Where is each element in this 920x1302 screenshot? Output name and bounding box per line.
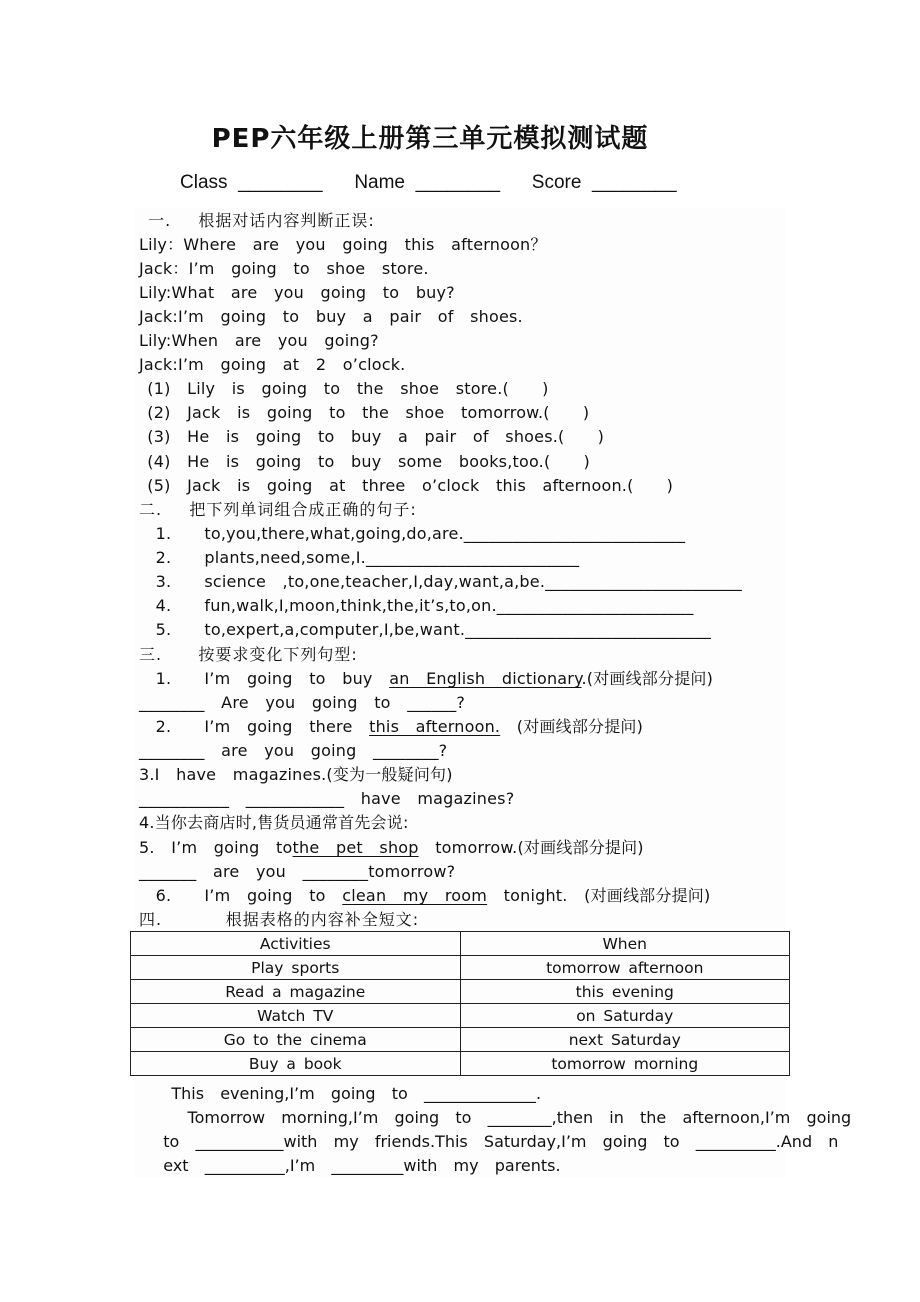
table-header: When <box>460 932 790 956</box>
table-row <box>131 1004 790 1028</box>
reorder-item[interactable]: 3. science ,to,one,teacher,I,day,want,a,be.________________________ <box>139 572 742 591</box>
dialogue-line: Jack：I’m going to shoe store. <box>139 259 429 278</box>
class-label: Class <box>180 172 228 193</box>
true-false-item[interactable]: (1) Lily is going to the shoe store.( ) <box>139 379 549 398</box>
true-false-item[interactable]: (2) Jack is going to the shoe tomorrow.( ) <box>139 403 590 422</box>
score-blank[interactable]: ________ <box>592 172 677 193</box>
dialogue-line: Lily:What are you going to buy? <box>139 283 455 302</box>
underlined-phrase: clean my room <box>342 886 488 905</box>
table-header-row <box>131 932 790 956</box>
fill-paragraph-line[interactable]: ext __________,I’m _________with my parents. <box>139 1156 561 1175</box>
fill-paragraph-line[interactable]: to ___________with my friends.This Saturday,I’m going to __________.And n <box>139 1132 839 1151</box>
transform-question-1: 1. I’m going to buy an English dictionary.(对画线部分提问) <box>139 669 714 688</box>
true-false-item[interactable]: (4) He is going to buy some books,too.( ) <box>139 452 590 471</box>
true-false-item[interactable]: (5) Jack is going at three o’clock this afternoon.( ) <box>139 476 674 495</box>
table-cell: Play sports <box>131 956 461 980</box>
table-cell: tomorrow afternoon <box>460 956 790 980</box>
fill-paragraph-line[interactable]: This evening,I’m going to ______________. <box>139 1084 542 1103</box>
table-cell: next Saturday <box>460 1028 790 1052</box>
answer-line[interactable]: ___________ ____________ have magazines? <box>139 789 515 808</box>
transform-question-3: 3.I have magazines.(变为一般疑问句) <box>139 765 453 784</box>
table-cell: Read a magazine <box>131 980 461 1004</box>
dialogue-line: Lily：Where are you going this afternoon？ <box>139 235 547 254</box>
score-label: Score <box>531 172 582 193</box>
underlined-phrase: this afternoon. <box>369 717 501 736</box>
table-row <box>131 1052 790 1076</box>
table-cell: this evening <box>460 980 790 1004</box>
section2-heading: 二. 把下列单词组合成正确的句子: <box>139 500 417 519</box>
section3-heading: 三. 按要求变化下列句型: <box>139 645 358 664</box>
dialogue-line: Jack:I’m going to buy a pair of shoes. <box>139 307 523 326</box>
section1-heading: 一. 根据对话内容判断正误: <box>139 211 375 230</box>
underlined-phrase: an English dictionary <box>389 669 582 688</box>
student-info <box>180 172 677 194</box>
table-row <box>131 980 790 1004</box>
name-blank[interactable]: ________ <box>415 172 501 193</box>
reorder-item[interactable]: 1. to,you,there,what,going,do,are.___________________________ <box>139 524 686 543</box>
activities-table <box>130 931 790 1076</box>
reorder-item[interactable]: 4. fun,walk,I,moon,think,the,it’s,to,on.________________________ <box>139 596 694 615</box>
table-cell: on Saturday <box>460 1004 790 1028</box>
answer-line[interactable]: ________ Are you going to ______? <box>139 693 466 712</box>
reorder-item[interactable]: 2. plants,need,some,I.__________________________ <box>139 548 580 567</box>
table-cell: Buy a book <box>131 1052 461 1076</box>
answer-line[interactable]: ________ are you going ________? <box>139 741 448 760</box>
fill-paragraph-line[interactable]: Tomorrow morning,I’m going to ________,then in the afternoon,I’m going <box>139 1108 852 1127</box>
class-blank[interactable]: ________ <box>238 172 323 193</box>
table-cell: tomorrow morning <box>460 1052 790 1076</box>
transform-question-5: 5. I’m going tothe pet shop tomorrow.(对画线部分提问) <box>139 838 644 857</box>
underlined-phrase: the pet shop <box>292 838 419 857</box>
dialogue-line: Jack:I’m going at 2 o’clock. <box>139 355 406 374</box>
table-cell: Go to the cinema <box>131 1028 461 1052</box>
page-title: PEP六年级上册第三单元模拟测试题 <box>211 124 649 154</box>
table-row <box>131 1028 790 1052</box>
dialogue-line: Lily:When are you going? <box>139 331 379 350</box>
answer-line[interactable]: _______ are you ________tomorrow? <box>139 862 456 881</box>
table-row <box>131 956 790 980</box>
name-label: Name <box>354 172 405 193</box>
transform-question-6: 6. I’m going to clean my room tonight. (对画线部分提问) <box>139 886 711 905</box>
true-false-item[interactable]: (3) He is going to buy a pair of shoes.( ) <box>139 427 605 446</box>
table-cell: Watch TV <box>131 1004 461 1028</box>
transform-question-4: 4.当你去商店时,售货员通常首先会说: <box>139 813 409 832</box>
transform-question-2: 2. I’m going there this afternoon. (对画线部分提问) <box>139 717 644 736</box>
table-header: Activities <box>131 932 461 956</box>
reorder-item[interactable]: 5. to,expert,a,computer,I,be,want.______________________________ <box>139 620 712 639</box>
section4-heading: 四. 根据表格的内容补全短文: <box>139 910 420 929</box>
